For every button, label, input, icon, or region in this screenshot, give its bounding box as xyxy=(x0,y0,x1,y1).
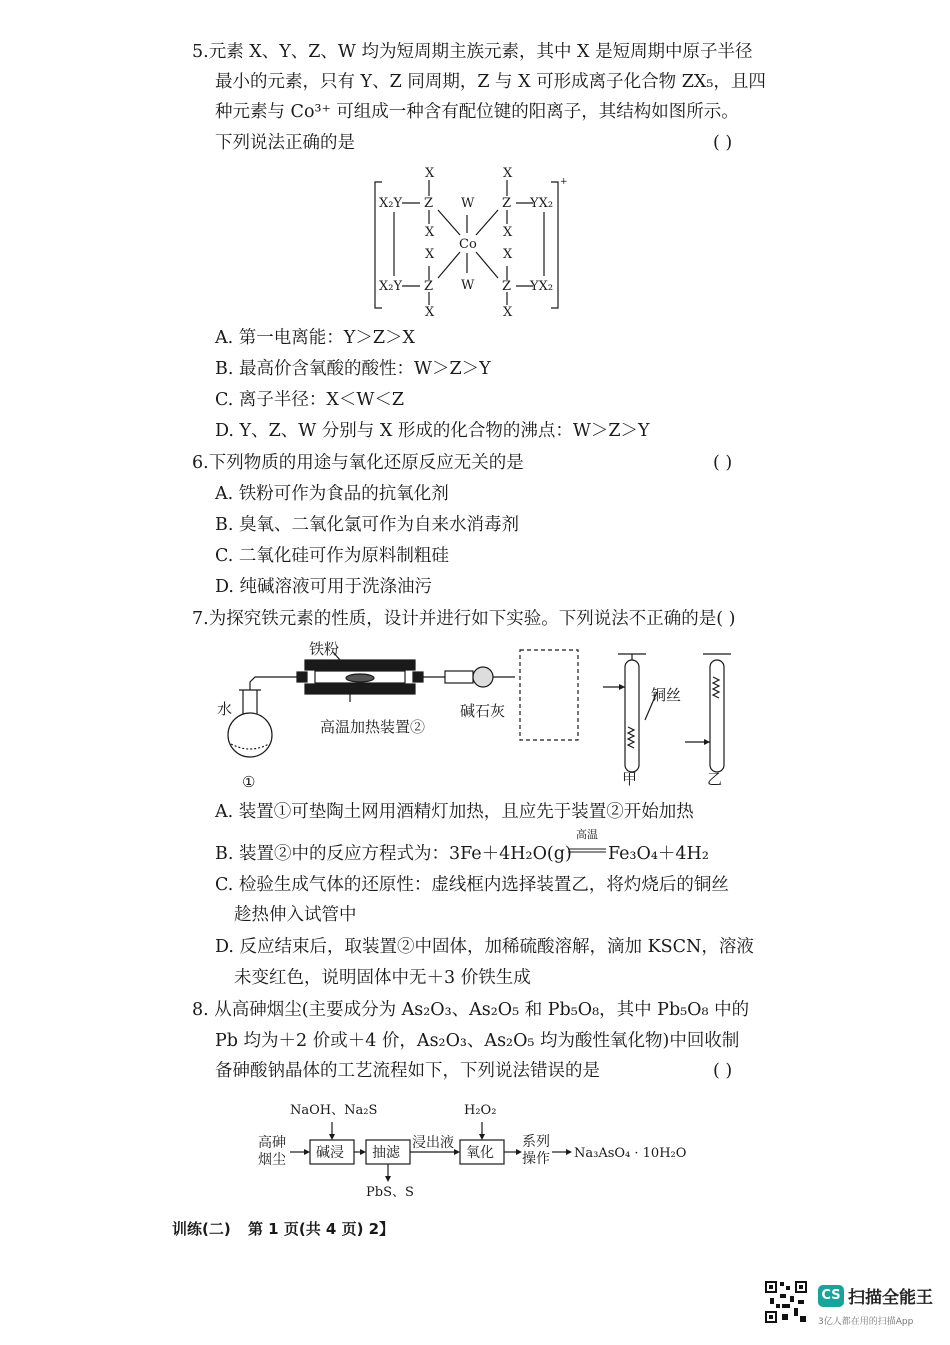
q7-stem: 7.为探究铁元素的性质，设计并进行如下实验。下列说法不正确的是( ) xyxy=(192,609,736,629)
q6-option-d: D. 纯碱溶液可用于洗涤油污 xyxy=(215,577,433,597)
label-iron-powder: 铁粉 xyxy=(309,640,340,658)
atom-z: Z xyxy=(424,196,434,211)
q5-line-1: 5.元素 X、Y、Z、W 均为短周期主族元素，其中 X 是短周期中原子半径 xyxy=(192,42,753,62)
label-jia: 甲 xyxy=(622,770,638,788)
q6-option-b: B. 臭氧、二氧化氯可作为自来水消毒剂 xyxy=(215,515,519,535)
q8-line-3: 备砷酸钠晶体的工艺流程如下，下列说法错误的是 xyxy=(215,1061,600,1081)
group-x2y: X₂Y xyxy=(379,279,403,294)
q7-option-b-products: Fe₃O₄＋4H₂ xyxy=(608,844,709,864)
iron-powder-pile xyxy=(346,674,374,682)
q8-answer-bracket: ( ) xyxy=(713,1061,733,1081)
dashed-box xyxy=(520,650,578,740)
q5-option-b: B. 最高价含氧酸的酸性：W＞Z＞Y xyxy=(215,359,491,379)
heater-top xyxy=(305,660,415,670)
test-tube-jia xyxy=(625,660,639,772)
round-flask xyxy=(228,713,272,757)
q5-structure-diagram xyxy=(360,160,590,320)
q7-apparatus-diagram xyxy=(205,632,755,792)
q7-option-c-line1: C. 检验生成气体的还原性：虚线框内选择装置乙，将灼烧后的铜丝 xyxy=(215,875,729,895)
group-yx2: YX₂ xyxy=(530,279,554,294)
q8-line-2: Pb 均为＋2 价或＋4 价，As₂O₃、As₂O₅ 均为酸性氧化物)中回收制 xyxy=(215,1031,740,1051)
label-flask-number: ① xyxy=(242,773,256,791)
atom-x: X xyxy=(425,305,435,320)
q5-option-a: A. 第一电离能：Y＞Z＞X xyxy=(215,328,415,348)
label-reagent-1: NaOH、Na₂S xyxy=(290,1103,378,1118)
footer-section: 训练(二) xyxy=(172,1220,231,1238)
q5-option-d: D. Y、Z、W 分别与 X 形成的化合物的沸点：W＞Z＞Y xyxy=(215,421,650,441)
label-heating-device: 高温加热装置② xyxy=(320,718,426,736)
q6-option-c: C. 二氧化硅可作为原料制粗硅 xyxy=(215,546,449,566)
charge-sign: + xyxy=(560,177,568,187)
q7-condition-high-temp: 高温 xyxy=(576,828,598,841)
label-residue: PbS、S xyxy=(366,1185,414,1200)
atom-w: W xyxy=(461,196,475,211)
q5-line-4: 下列说法正确的是 xyxy=(215,133,355,153)
label-reagent-2: H₂O₂ xyxy=(464,1103,497,1118)
atom-x: X xyxy=(425,247,435,262)
q8-line-1: 8. 从高砷烟尘(主要成分为 As₂O₃、As₂O₅ 和 Pb₅O₈，其中 Pb₅O₈ 中的 xyxy=(192,1000,750,1020)
atom-w: W xyxy=(461,278,475,293)
camscanner-logo-icon: CS xyxy=(818,1285,844,1307)
label-soda-lime: 碱石灰 xyxy=(460,702,506,720)
label-start-1: 高砷 xyxy=(258,1135,286,1151)
heater-bottom xyxy=(305,684,415,694)
q5-answer-bracket: ( ) xyxy=(713,133,733,153)
footer-page-number: 第 1 页(共 4 页) 2】 xyxy=(247,1220,395,1238)
label-start-2: 烟尘 xyxy=(258,1152,286,1168)
q5-line-3: 种元素与 Co³⁺ 可组成一种含有配位键的阳离子，其结构如图所示。 xyxy=(215,102,739,122)
qr-code-icon xyxy=(764,1280,808,1324)
atom-x: X xyxy=(503,305,513,320)
group-x2y: X₂Y xyxy=(379,196,403,211)
atom-z: Z xyxy=(424,279,434,294)
atom-co: Co xyxy=(459,237,477,252)
q6-stem: 6.下列物质的用途与氧化还原反应无关的是 xyxy=(192,453,524,473)
label-step-alkali-leach: 碱浸 xyxy=(316,1145,344,1161)
q7-equation-arrow xyxy=(568,848,608,854)
q5-line-2: 最小的元素，只有 Y、Z 同周期，Z 与 X 可形成离子化合物 ZX₅，且四 xyxy=(215,72,766,92)
label-leachate: 浸出液 xyxy=(412,1135,454,1151)
q7-option-a: A. 装置①可垫陶土网用酒精灯加热，且应先于装置②开始加热 xyxy=(215,802,694,822)
q7-option-d-line1: D. 反应结束后，取装置②中固体，加稀硫酸溶解，滴加 KSCN，溶液 xyxy=(215,937,754,957)
page-footer xyxy=(172,1218,406,1239)
q6-answer-bracket: ( ) xyxy=(713,453,733,473)
group-yx2: YX₂ xyxy=(530,196,554,211)
label-step-series-2: 操作 xyxy=(522,1151,550,1167)
soda-lime-bulb xyxy=(473,667,493,687)
atom-x: X xyxy=(425,166,435,181)
label-product: Na₃AsO₄ · 10H₂O xyxy=(574,1146,687,1161)
q7-option-b: B. 装置②中的反应方程式为：3Fe＋4H₂O(g) xyxy=(215,844,572,864)
q7-option-d-line2: 未变红色，说明固体中无＋3 价铁生成 xyxy=(234,968,531,988)
scanner-slogan: 3亿人都在用的扫描App xyxy=(818,1317,914,1327)
label-step-filtration: 抽滤 xyxy=(372,1145,400,1161)
atom-x: X xyxy=(503,166,513,181)
atom-x: X xyxy=(503,247,513,262)
q8-process-flow xyxy=(250,1094,710,1204)
q5-option-c: C. 离子半径：X＜W＜Z xyxy=(215,390,404,410)
test-tube-yi xyxy=(710,660,724,772)
label-step-series-1: 系列 xyxy=(522,1134,550,1150)
q7-option-c-line2: 趁热伸入试管中 xyxy=(234,905,357,925)
atom-z: Z xyxy=(502,279,512,294)
atom-x: X xyxy=(425,225,435,240)
q6-option-a: A. 铁粉可作为食品的抗氧化剂 xyxy=(215,484,449,504)
label-copper-wire: 铜丝 xyxy=(651,686,682,704)
label-yi: 乙 xyxy=(707,770,723,788)
atom-x: X xyxy=(503,225,513,240)
label-water: 水 xyxy=(217,700,233,718)
scanner-app-name: 扫描全能王 xyxy=(848,1288,933,1308)
label-step-oxidation: 氧化 xyxy=(466,1145,494,1161)
atom-z: Z xyxy=(502,196,512,211)
